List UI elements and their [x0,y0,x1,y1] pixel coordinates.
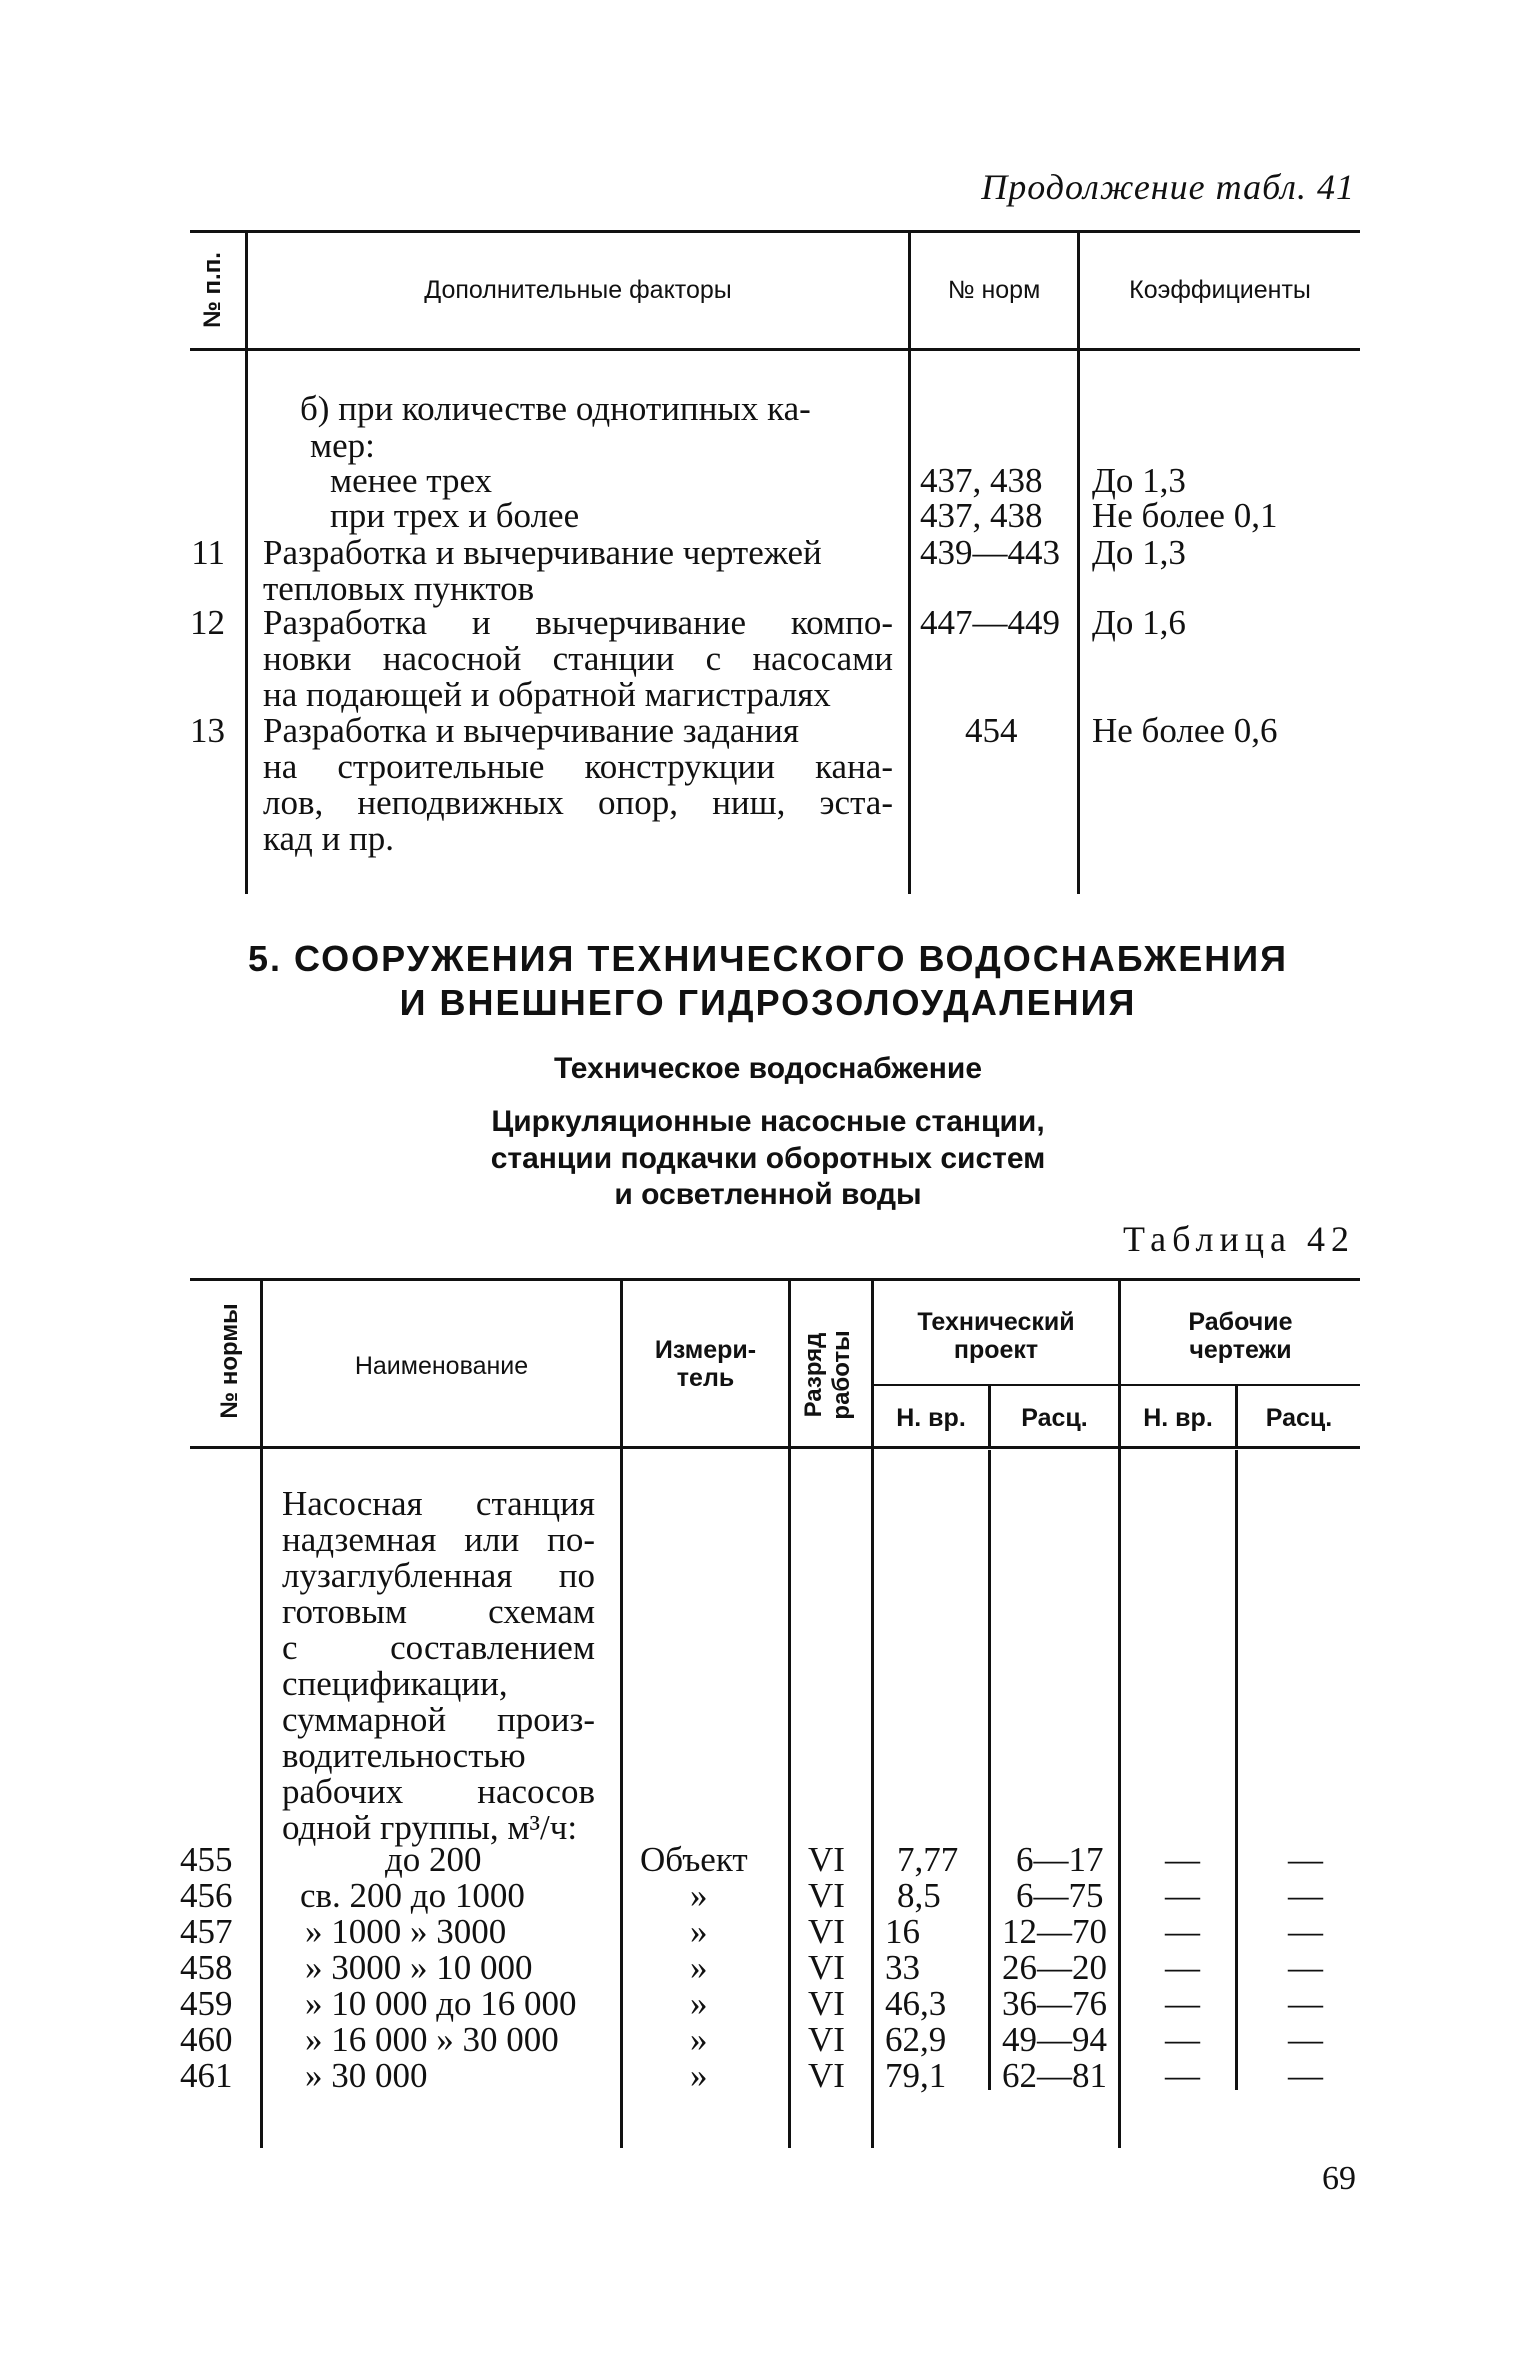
coefficient-value: До 1,3 [1092,533,1186,572]
description-line: готовым схемам [282,1592,595,1631]
row-tp-rate: 62—81 [1002,2056,1107,2095]
table-row [180,1878,1360,1914]
norm-number: 461 [180,2056,233,2095]
header-working-drawings-line: Рабочие [1188,1308,1293,1336]
table-row [180,2022,1360,2058]
norm-number: 456 [180,1876,233,1915]
item-description [282,1486,595,1846]
row-name: » 16 000 » 30 000 [305,2020,559,2059]
section-title: 5. СООРУЖЕНИЯ ТЕХНИЧЕСКОГО ВОДОСНАБЖЕНИЯ [247,938,1288,979]
row-name: до 200 [385,1840,482,1879]
coefficient-value: Не более 0,1 [1092,496,1278,535]
row-grade: VI [808,1876,845,1915]
table-continuation-label: Продолжение табл. 41 [981,167,1355,207]
table-row [180,1914,1360,1950]
row-number: 12 [190,603,225,642]
header-tp-rate: Расц. [1021,1404,1088,1432]
factor-line: Разработка и вычерчивание компо- [263,603,893,642]
row-rc-rate: — [1288,1984,1323,2023]
row-tp-rate: 12—70 [1002,1912,1107,1951]
section-title-line-2: И ВНЕШНЕГО ГИДРОЗОЛОУДАЛЕНИЯ [399,982,1137,1023]
row-rc-rate: — [1288,2020,1323,2059]
row-tp-rate: 49—94 [1002,2020,1107,2059]
row-measure: » [690,1984,708,2023]
description-line: спецификации, [282,1664,508,1703]
row-tp-rate: 6—17 [1016,1840,1104,1879]
row-measure: Объект [640,1840,748,1879]
norm-number: 459 [180,1984,233,2023]
header-coefficients: Коэффициенты [1129,276,1311,304]
description-line: рабочих насосов [282,1772,595,1811]
row-tp-time-norm: 79,1 [885,2056,947,2095]
row-measure: » [690,2056,708,2095]
row-tp-time-norm: 46,3 [885,1984,947,2023]
row-rc-time-norm: — [1165,2020,1200,2059]
row-rc-rate: — [1288,1840,1323,1879]
header-grade-line: Разряд [800,1332,827,1418]
row-number: 13 [190,711,225,750]
subsection-title: Циркуляционные насосные станции, [491,1105,1045,1138]
row-rc-rate: — [1288,1876,1323,1915]
factor-line: кад и пр. [263,819,395,858]
factor-line: лов, неподвижных опор, ниш, эста- [263,783,893,822]
section-subtitle: Техническое водоснабжение [553,1052,983,1085]
row-tp-time-norm: 62,9 [885,2020,947,2059]
factor-line: б) при количестве однотипных ка- [300,389,811,428]
row-grade: VI [808,2056,845,2095]
description-line: Насосная станция [282,1484,595,1523]
page-number: 69 [1322,2160,1356,2197]
norm-value: 437, 438 [920,461,1043,500]
table-label: Таблица 42 [1123,1219,1355,1259]
norm-number: 460 [180,2020,233,2059]
header-working-drawings-line: чертежи [1189,1336,1292,1364]
factor-line: тепловых пунктов [263,569,535,608]
header-rc-rate: Расц. [1265,1404,1333,1432]
coefficient-value: До 1,6 [1092,603,1186,642]
header-row-number: № п.п. [199,252,226,328]
table-rule [190,1278,1360,1281]
subsection-title-line-2: станции подкачки оборотных систем [490,1142,1046,1175]
row-name: » 1000 » 3000 [305,1912,507,1951]
factor-line: на строительные конструкции кана- [263,747,893,786]
header-rc-time-norm: Н. вр. [1143,1404,1213,1432]
row-rc-rate: — [1288,2056,1323,2095]
row-tp-rate: 6—75 [1016,1876,1104,1915]
header-measure [623,1336,788,1392]
description-line: надземная или по- [282,1520,595,1559]
header-tech-project-line: Технический [917,1308,1075,1336]
table-row [180,1842,1360,1878]
table-rule [190,348,1360,351]
description-line: лузаглубленная по [282,1556,595,1595]
row-grade: VI [808,1948,845,1987]
header-measure-line: тель [676,1364,735,1392]
norm-number: 458 [180,1948,233,1987]
coefficient-value: Не более 0,6 [1092,711,1278,750]
header-measure-line: Измери- [654,1336,757,1364]
row-rc-rate: — [1288,1948,1323,1987]
row-rc-time-norm: — [1165,1984,1200,2023]
factor-line: на подающей и обратной магистралях [263,675,831,714]
row-grade: VI [808,1984,845,2023]
norm-number: 457 [180,1912,233,1951]
row-measure: » [690,1948,708,1987]
norm-number: 455 [180,1840,233,1879]
row-tp-time-norm: 7,77 [897,1840,959,1879]
table-rule [190,230,1360,233]
row-tp-rate: 36—76 [1002,1984,1107,2023]
factor-line: Разработка и вычерчивание задания [263,711,799,750]
column-divider [908,232,911,894]
row-rc-time-norm: — [1165,1912,1200,1951]
row-number: 11 [191,533,225,572]
row-tp-rate: 26—20 [1002,1948,1107,1987]
factor-line: мер: [310,426,375,465]
header-name: Наименование [354,1352,529,1380]
row-measure: » [690,1876,708,1915]
table-row [180,1950,1360,1986]
factor-line: Разработка и вычерчивание чертежей [263,533,822,572]
header-grade-line: работы [828,1330,855,1420]
subsection-title-line-3: и осветленной воды [614,1178,922,1211]
row-rc-time-norm: — [1165,1840,1200,1879]
row-measure: » [690,2020,708,2059]
row-grade: VI [808,1912,845,1951]
description-line: одной группы, м³/ч: [282,1808,578,1847]
row-tp-time-norm: 33 [885,1948,920,1987]
row-tp-time-norm: 8,5 [897,1876,941,1915]
description-line: водительностью [282,1736,526,1775]
row-name: св. 200 до 1000 [300,1876,525,1915]
table-row [180,1986,1360,2022]
row-tp-time-norm: 16 [885,1912,920,1951]
header-working-drawings [1121,1308,1360,1364]
norm-value: 454 [965,711,1018,750]
factor-line: новки насосной станции с насосами [263,639,893,678]
header-norm-number: № нормы [216,1303,243,1419]
column-divider [1077,232,1080,894]
row-name: » 10 000 до 16 000 [305,1984,577,2023]
header-norms: № норм [947,276,1041,304]
table-body [180,1842,1360,2094]
row-measure: » [690,1912,708,1951]
header-grade [800,1310,860,1440]
norm-value: 447—449 [920,603,1060,642]
table-rule [874,1384,1360,1386]
column-divider [245,232,248,894]
header-tp-time-norm: Н. вр. [896,1404,966,1432]
row-name: » 30 000 [305,2056,428,2095]
factor-line: при трех и более [330,496,580,535]
row-rc-rate: — [1288,1912,1323,1951]
description-line: с составлением [282,1628,595,1667]
norm-value: 437, 438 [920,496,1043,535]
coefficient-value: До 1,3 [1092,461,1186,500]
table-row [180,2058,1360,2094]
table-rule [190,1446,1360,1449]
factor-line: менее трех [330,461,493,500]
description-line: суммарной произ- [282,1700,595,1739]
row-grade: VI [808,2020,845,2059]
header-factors: Дополнительные факторы [424,276,732,304]
row-name: » 3000 » 10 000 [305,1948,533,1987]
header-tech-project-line: проект [953,1336,1039,1364]
norm-value: 439—443 [920,533,1060,572]
row-grade: VI [808,1840,845,1879]
row-rc-time-norm: — [1165,1876,1200,1915]
header-tech-project [874,1308,1118,1364]
row-rc-time-norm: — [1165,2056,1200,2095]
row-rc-time-norm: — [1165,1948,1200,1987]
